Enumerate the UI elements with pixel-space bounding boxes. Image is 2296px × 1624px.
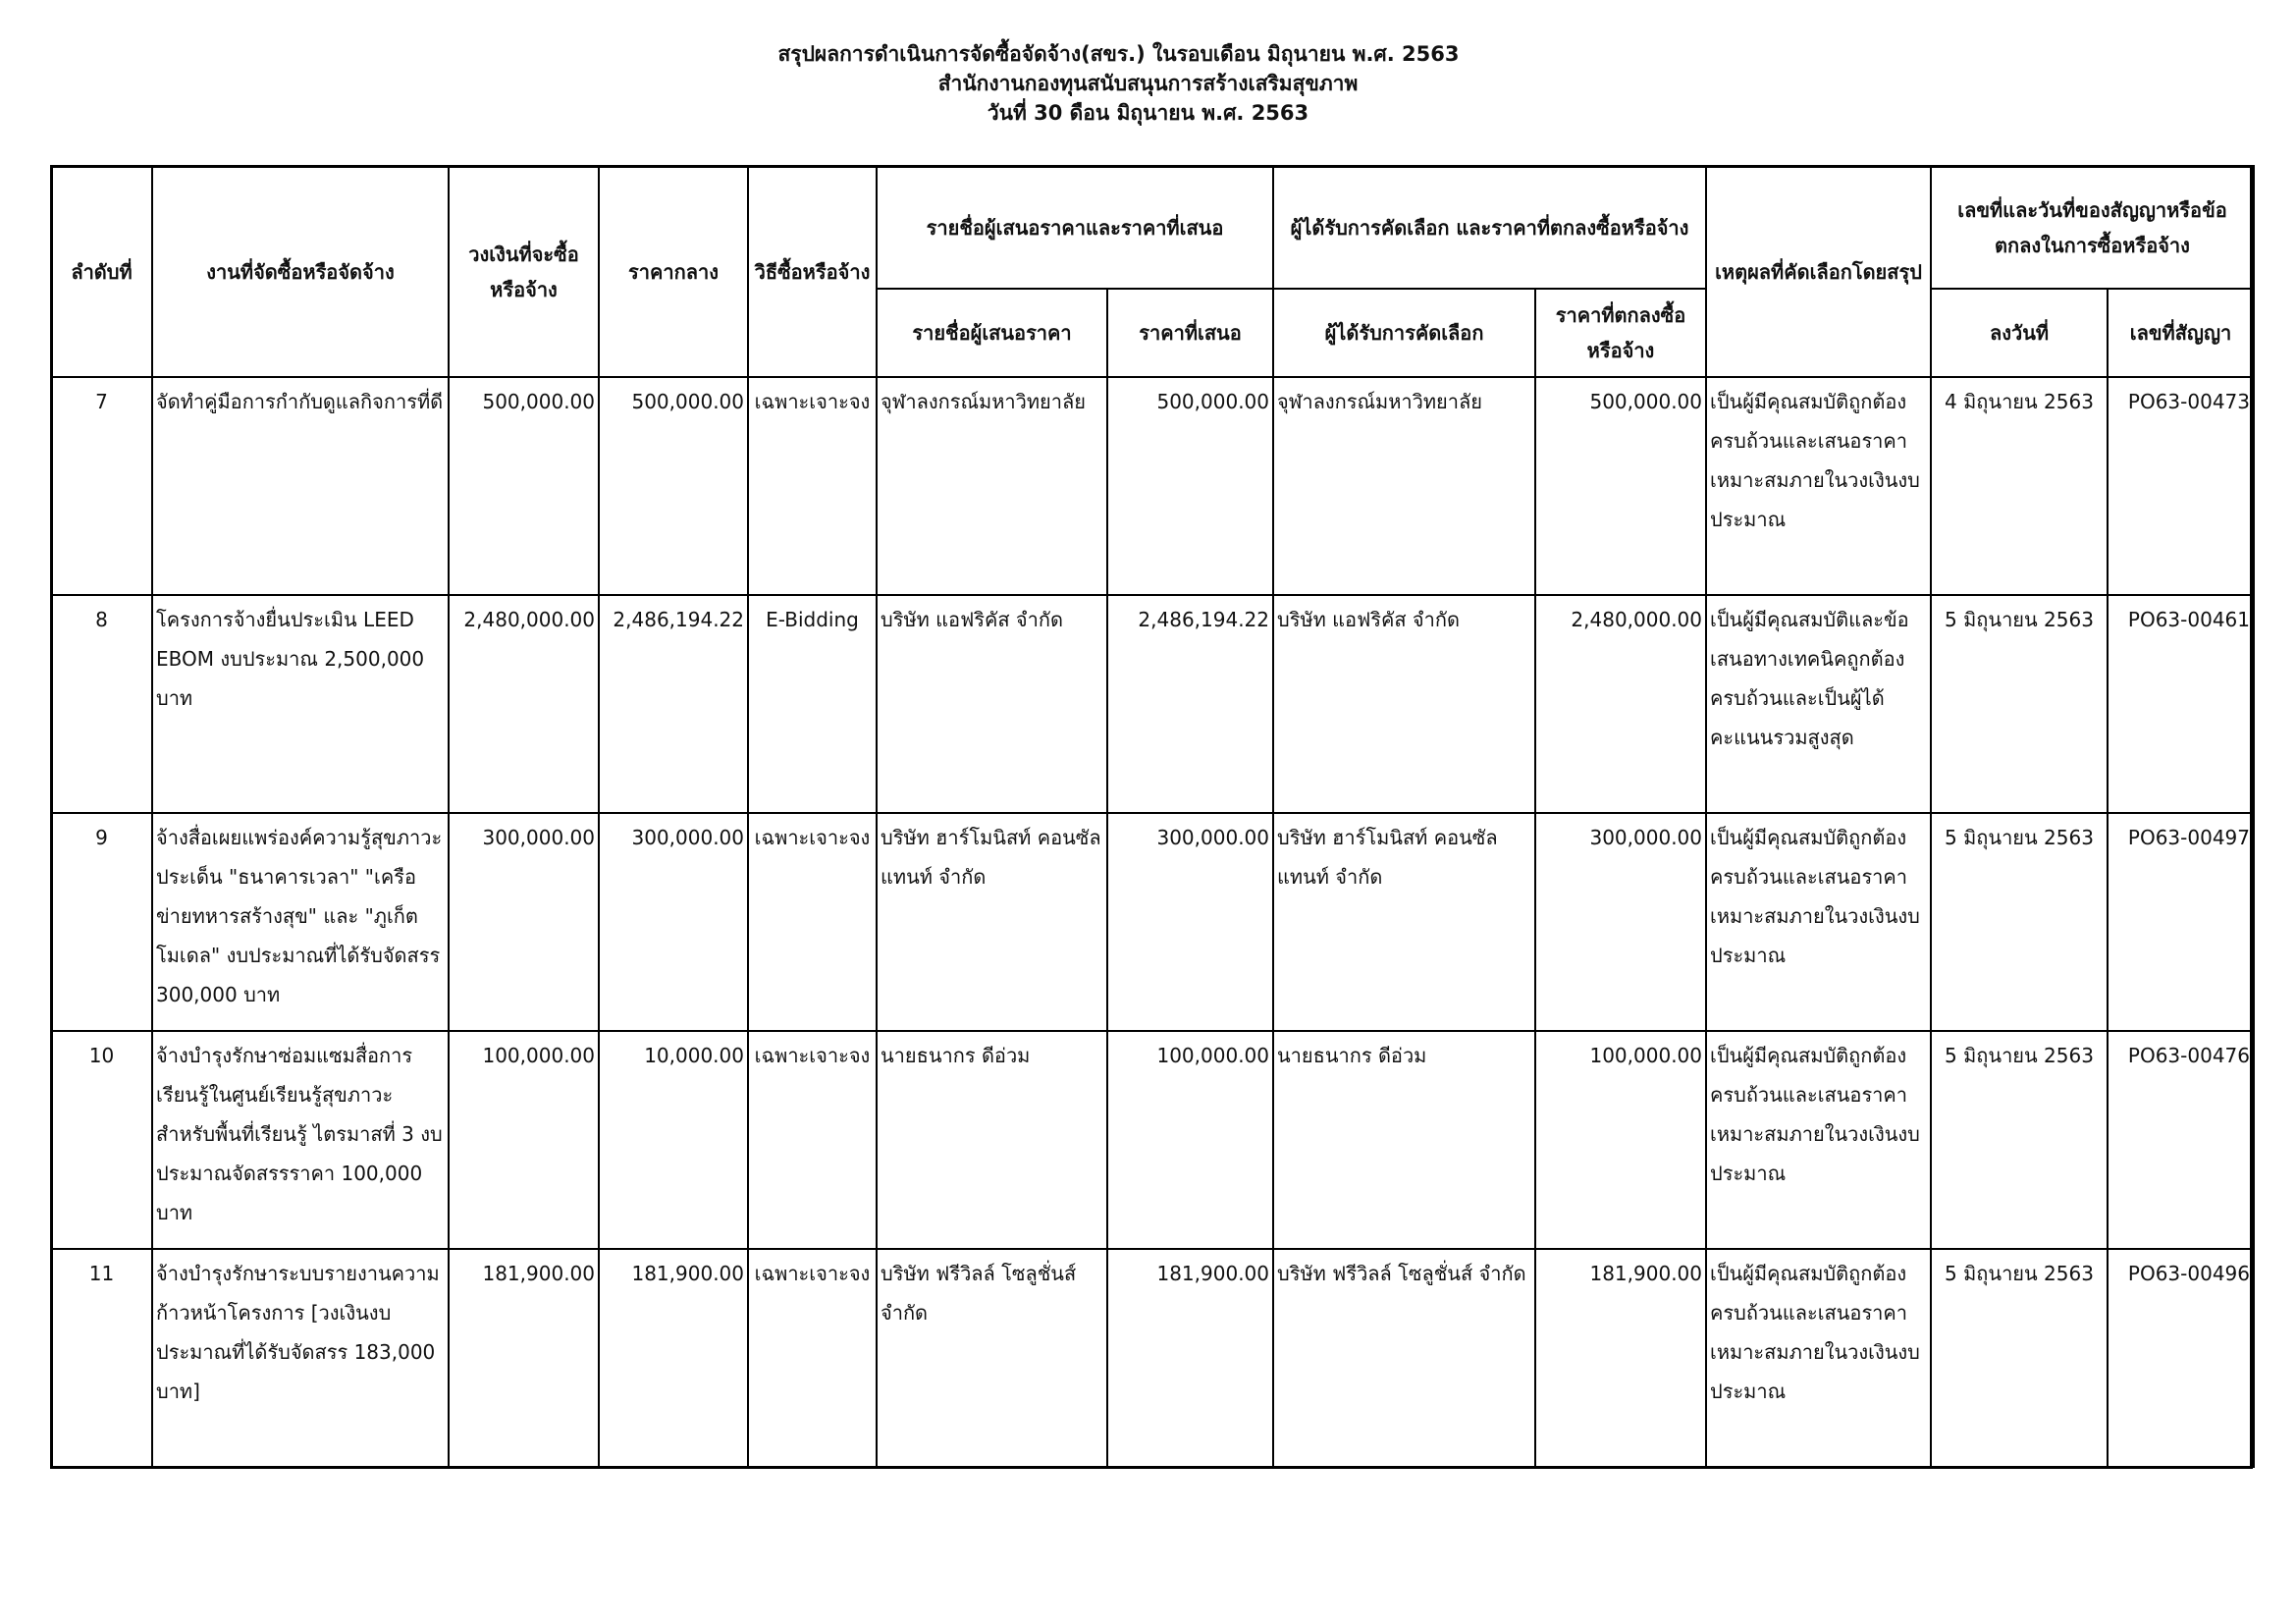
col-median-header: ราคากลาง	[599, 166, 748, 377]
cell-contract-date: 4 มิถุนายน 2563	[1931, 377, 2108, 595]
cell-budget: 181,900.00	[449, 1249, 599, 1467]
cell-median: 181,900.00	[599, 1249, 748, 1467]
cell-winner: นายธนากร ดีอ่วม	[1273, 1031, 1535, 1249]
cell-agreed-price: 100,000.00	[1535, 1031, 1706, 1249]
agency-name: สำนักงานกองทุนสนับสนุนการสร้างเสริมสุขภาพ	[937, 72, 1359, 95]
cell-agreed-price: 300,000.00	[1535, 813, 1706, 1031]
cell-work: จ้างสื่อเผยแพร่องค์ความรู้สุขภาวะ ประเด็น "ธนาคารเวลา" "เครือข่ายทหารสร้างสุข" และ "ภูเก็ตโมเดล" งบประมาณที่ได้รับจัดสรร 300,000 บาท	[152, 813, 449, 1031]
cell-contract-no: PO63-00497	[2108, 813, 2254, 1031]
cell-work: จ้างบำรุงรักษาซ่อมแซมสื่อการเรียนรู้ในศูนย์เรียนรู้สุขภาวะ สำหรับพื้นที่เรียนรู้ ไตรมาสที่ 3 งบประมาณจัดสรรราคา 100,000 บาท	[152, 1031, 449, 1249]
col-method-header: วิธีซื้อหรือจ้าง	[748, 166, 877, 377]
col-reason-header: เหตุผลที่คัดเลือกโดยสรุป	[1706, 166, 1931, 377]
cell-bidder: นายธนากร ดีอ่วม	[877, 1031, 1107, 1249]
cell-seq: 7	[51, 377, 152, 595]
cell-method: เฉพาะเจาะจง	[748, 377, 877, 595]
cell-reason: เป็นผู้มีคุณสมบัติถูกต้องครบถ้วนและเสนอราคาเหมาะสมภายในวงเงินงบประมาณ	[1706, 813, 1931, 1031]
cell-bidder: บริษัท ฮาร์โมนิสท์ คอนซัลแทนท์ จำกัด	[877, 813, 1107, 1031]
col-agreed-price-header: ราคาที่ตกลงซื้อหรือจ้าง	[1535, 289, 1706, 377]
col-winner-group-header: ผู้ได้รับการคัดเลือก และราคาที่ตกลงซื้อหรือจ้าง	[1273, 166, 1706, 289]
col-contract-group-header: เลขที่และวันที่ของสัญญาหรือข้อตกลงในการซื้อหรือจ้าง	[1931, 166, 2254, 289]
col-bidder-name-header: รายชื่อผู้เสนอราคา	[877, 289, 1107, 377]
cell-method: เฉพาะเจาะจง	[748, 1249, 877, 1467]
table-row	[51, 1249, 2254, 1467]
cell-contract-no: PO63-00476	[2108, 1031, 2254, 1249]
table-row	[51, 813, 2254, 1031]
cell-bid-price: 100,000.00	[1107, 1031, 1273, 1249]
cell-seq: 9	[51, 813, 152, 1031]
cell-bidder: บริษัท แอฟริคัส จำกัด	[877, 595, 1107, 813]
cell-contract-no: PO63-00461	[2108, 595, 2254, 813]
col-budget-header: วงเงินที่จะซื้อหรือจ้าง	[449, 166, 599, 377]
cell-bid-price: 181,900.00	[1107, 1249, 1273, 1467]
table-row	[51, 595, 2254, 813]
cell-method: เฉพาะเจาะจง	[748, 1031, 877, 1249]
cell-contract-date: 5 มิถุนายน 2563	[1931, 1249, 2108, 1467]
cell-winner: บริษัท ฮาร์โมนิสท์ คอนซัลแทนท์ จำกัด	[1273, 813, 1535, 1031]
cell-winner: บริษัท แอฟริคัส จำกัด	[1273, 595, 1535, 813]
cell-budget: 2,480,000.00	[449, 595, 599, 813]
table-row	[51, 377, 2254, 595]
cell-method: เฉพาะเจาะจง	[748, 813, 877, 1031]
col-contract-no-header: เลขที่สัญญา	[2108, 289, 2254, 377]
cell-bidder: จุฬาลงกรณ์มหาวิทยาลัย	[877, 377, 1107, 595]
cell-agreed-price: 2,480,000.00	[1535, 595, 1706, 813]
cell-agreed-price: 500,000.00	[1535, 377, 1706, 595]
cell-work: จ้างบำรุงรักษาระบบรายงานความก้าวหน้าโครงการ [วงเงินงบประมาณที่ได้รับจัดสรร 183,000 บาท]	[152, 1249, 449, 1467]
cell-contract-no: PO63-00496	[2108, 1249, 2254, 1467]
cell-median: 10,000.00	[599, 1031, 748, 1249]
cell-bid-price: 500,000.00	[1107, 377, 1273, 595]
cell-budget: 100,000.00	[449, 1031, 599, 1249]
cell-budget: 500,000.00	[449, 377, 599, 595]
cell-seq: 8	[51, 595, 152, 813]
cell-reason: เป็นผู้มีคุณสมบัติถูกต้องครบถ้วนและเสนอราคาเหมาะสมภายในวงเงินงบประมาณ	[1706, 1249, 1931, 1467]
cell-work: โครงการจ้างยื่นประเมิน LEED EBOM งบประมาณ 2,500,000 บาท	[152, 595, 449, 813]
cell-reason: เป็นผู้มีคุณสมบัติและข้อเสนอทางเทคนิคถูกต้องครบถ้วนและเป็นผู้ได้คะแนนรวมสูงสุด	[1706, 595, 1931, 813]
table-row	[51, 1031, 2254, 1249]
col-bid-price-header: ราคาที่เสนอ	[1107, 289, 1273, 377]
cell-bid-price: 300,000.00	[1107, 813, 1273, 1031]
cell-budget: 300,000.00	[449, 813, 599, 1031]
cell-seq: 11	[51, 1249, 152, 1467]
cell-reason: เป็นผู้มีคุณสมบัติถูกต้องครบถ้วนและเสนอราคาเหมาะสมภายในวงเงินงบประมาณ	[1706, 377, 1931, 595]
col-bidders-group-header: รายชื่อผู้เสนอราคาและราคาที่เสนอ	[877, 166, 1273, 289]
cell-seq: 10	[51, 1031, 152, 1249]
cell-winner: บริษัท ฟรีวิลล์ โซลูชั่นส์ จำกัด	[1273, 1249, 1535, 1467]
cell-contract-date: 5 มิถุนายน 2563	[1931, 813, 2108, 1031]
table-body	[51, 377, 2254, 1467]
col-winner-name-header: ผู้ได้รับการคัดเลือก	[1273, 289, 1535, 377]
table-header	[51, 166, 2254, 377]
report-date: วันที่ 30 ดือน มิถุนายน พ.ศ. 2563	[987, 101, 1309, 125]
cell-median: 300,000.00	[599, 813, 748, 1031]
cell-winner: จุฬาลงกรณ์มหาวิทยาลัย	[1273, 377, 1535, 595]
cell-contract-date: 5 มิถุนายน 2563	[1931, 1031, 2108, 1249]
cell-agreed-price: 181,900.00	[1535, 1249, 1706, 1467]
col-work-header: งานที่จัดซื้อหรือจัดจ้าง	[152, 166, 449, 377]
cell-work: จัดทำคู่มือการกำกับดูแลกิจการที่ดี	[152, 377, 449, 595]
cell-method: E-Bidding	[748, 595, 877, 813]
cell-bid-price: 2,486,194.22	[1107, 595, 1273, 813]
document-header	[0, 39, 2296, 128]
col-contract-date-header: ลงวันที่	[1931, 289, 2108, 377]
cell-contract-date: 5 มิถุนายน 2563	[1931, 595, 2108, 813]
cell-median: 500,000.00	[599, 377, 748, 595]
cell-bidder: บริษัท ฟรีวิลล์ โซลูชั่นส์ จำกัด	[877, 1249, 1107, 1467]
report-title: สรุปผลการดำเนินการจัดซื้อจัดจ้าง(สขร.) ในรอบเดือน มิถุนายน พ.ศ. 2563	[777, 42, 1460, 66]
col-seq-header: ลำดับที่	[51, 166, 152, 377]
cell-reason: เป็นผู้มีคุณสมบัติถูกต้องครบถ้วนและเสนอราคาเหมาะสมภายในวงเงินงบประมาณ	[1706, 1031, 1931, 1249]
cell-median: 2,486,194.22	[599, 595, 748, 813]
procurement-table	[50, 165, 2255, 1468]
cell-contract-no: PO63-00473	[2108, 377, 2254, 595]
